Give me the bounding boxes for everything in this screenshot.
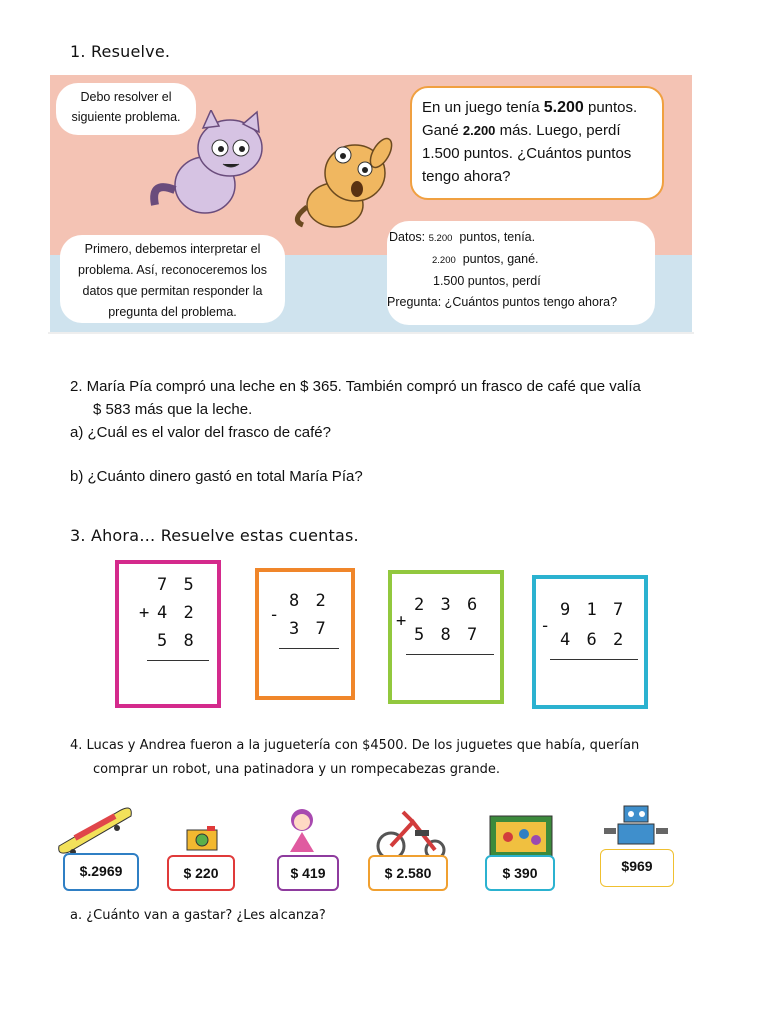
bubble-line: problema. Así, reconoceremos los <box>78 263 267 277</box>
bubble-line: pregunta del problema. <box>108 305 237 319</box>
datos-text: puntos, tenía. <box>459 230 536 244</box>
card-sign: + <box>396 611 410 631</box>
card-top-number: 2 3 6 <box>414 595 481 615</box>
card-bottom-number: 5 8 <box>157 631 197 651</box>
datos-number: 2.200 <box>432 255 456 266</box>
problem-text: tengo ahora? <box>422 168 511 185</box>
problem-text: 1.500 puntos. ¿Cuántos puntos <box>422 145 632 162</box>
problem-text: En un juego tenía <box>422 99 544 116</box>
card-line <box>406 654 494 655</box>
datos-number: 5.200 <box>428 233 453 244</box>
bubble-line: Primero, debemos interpretar el <box>84 242 261 256</box>
bubble-line: Debo resolver el <box>80 90 172 104</box>
card-sign: - <box>269 605 283 625</box>
interpret-bubble <box>60 235 285 323</box>
section-1-heading: 1. Resuelve. <box>70 42 171 61</box>
card-middle-number: 3 7 <box>289 619 329 639</box>
operation-card-1 <box>115 560 221 708</box>
problem-4-line-1: 4. Lucas y Andrea fueron a la juguetería con $4500. De los juguetes que había, querían <box>70 738 640 753</box>
card-top-number: 7 5 <box>157 575 197 595</box>
card-top-number: 8 2 <box>289 591 329 611</box>
datos-question: Pregunta: ¿Cuántos puntos tengo ahora? <box>387 295 618 309</box>
card-middle-number: 4 2 <box>157 603 197 623</box>
operation-card-3 <box>388 570 504 704</box>
bubble-line: siguiente problema. <box>71 110 181 124</box>
datos-text: 1.500 puntos, perdí <box>433 274 541 288</box>
skateboard-icon <box>55 806 135 856</box>
price-tag-skateboard: $.2969 <box>63 853 139 891</box>
price-tag-puzzle: $ 390 <box>485 855 555 891</box>
price-tag-tricycle: $ 2.580 <box>368 855 448 891</box>
datos-bubble <box>387 221 655 325</box>
card-middle-number: 4 6 2 <box>560 630 627 650</box>
problem-bubble <box>410 86 664 200</box>
datos-label: Datos: <box>389 230 426 244</box>
problem-4-line-2: comprar un robot, una patinadora y un rompecabezas grande. <box>93 762 500 777</box>
tricycle-icon <box>373 806 449 862</box>
problem-text: puntos. <box>583 99 638 116</box>
card-middle-number: 5 8 7 <box>414 625 481 645</box>
section-3-heading: 3. Ahora… Resuelve estas cuentas. <box>70 526 359 545</box>
illustration-panel <box>50 75 692 333</box>
cat-speech-bubble <box>56 83 196 135</box>
operation-card-2 <box>255 568 355 700</box>
price-tag-doll: $ 419 <box>277 855 339 891</box>
card-sign: + <box>139 603 153 623</box>
operation-card-4 <box>532 575 648 709</box>
problem-text: Gané <box>422 122 463 139</box>
puzzle-box-icon <box>488 812 554 860</box>
bubble-line: datos que permitan responder la <box>82 284 263 298</box>
robot-icon <box>602 804 672 850</box>
divider <box>48 332 694 334</box>
problem-number: 5.200 <box>543 99 584 116</box>
question-4a: a. ¿Cuánto van a gastar? ¿Les alcanza? <box>70 908 326 923</box>
card-top-number: 9 1 7 <box>560 600 627 620</box>
problem-text: más. Luego, perdí <box>495 122 621 139</box>
camera-toy-icon <box>185 824 219 852</box>
price-tag-camera: $ 220 <box>167 855 235 891</box>
price-tag-robot: $969 <box>600 849 674 887</box>
question-2a: a) ¿Cuál es el valor del frasco de café? <box>70 424 331 441</box>
problem-number: 2.200 <box>462 123 496 138</box>
dog-icon <box>285 125 405 235</box>
doll-icon <box>282 806 322 854</box>
datos-text: puntos, gané. <box>462 252 539 266</box>
problem-2-line-2: $ 583 más que la leche. <box>93 401 253 418</box>
problem-2-line-1: 2. María Pía compró una leche en $ 365. También compró un frasco de café que valía <box>70 378 641 395</box>
card-line <box>550 659 638 660</box>
question-2b: b) ¿Cuánto dinero gastó en total María Pía? <box>70 468 363 485</box>
card-sign: - <box>540 616 554 636</box>
card-line <box>147 660 209 661</box>
card-line <box>279 648 339 649</box>
